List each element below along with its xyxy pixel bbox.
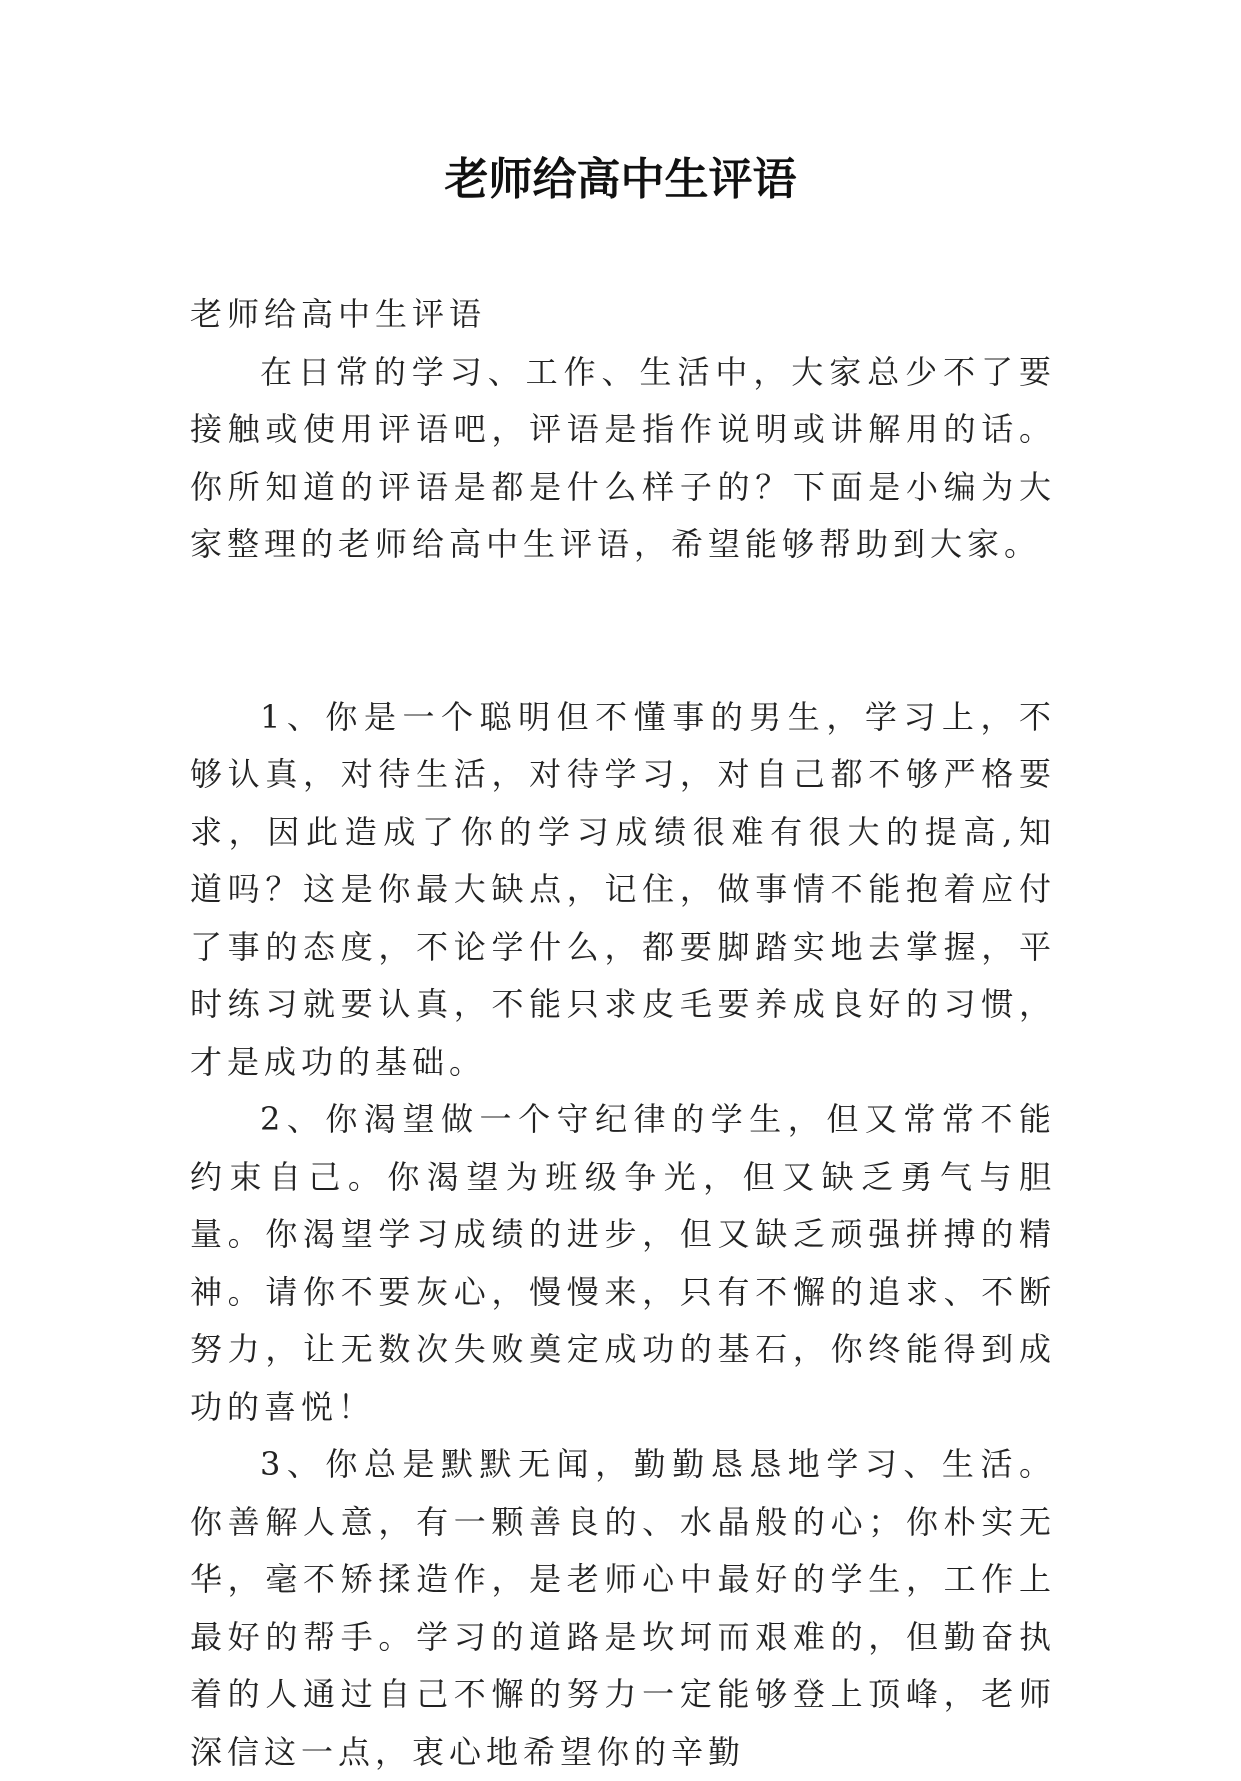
comment-paragraph-1: 1、你是一个聪明但不懂事的男生，学习上，不够认真，对待生活，对待学习，对自己都不够严格要求，因此造成了你的学习成绩很难有很大的提高,知道吗？这是你最大缺点，记住，做事情不能抱着应付了事的态度，不论学什么，都要脚踏实地去掌握，平时练习就要认真，不能只求皮毛要养成良好的习惯，才是成功的基础。	[190, 697, 1056, 1081]
paragraph-gap	[190, 574, 1056, 689]
comment-paragraph-2: 2、你渴望做一个守纪律的学生，但又常常不能约束自己。你渴望为班级争光，但又缺乏勇气与胆量。你渴望学习成绩的进步，但又缺乏顽强拼搏的精神。请你不要灰心，慢慢来，只有不懈的追求、不断努力，让无数次失败奠定成功的基石，你终能得到成功的喜悦！	[190, 1100, 1056, 1426]
document-title: 老师给高中生评语	[444, 154, 797, 205]
intro-paragraph: 在日常的学习、工作、生活中，大家总少不了要接触或使用评语吧，评语是指作说明或讲解用的话。你所知道的评语是都是什么样子的？下面是小编为大家整理的老师给高中生评语，希望能够帮助到大家。	[190, 352, 1056, 563]
subtitle: 老师给高中生评语	[190, 295, 487, 333]
document-body	[190, 286, 1056, 1781]
comment-paragraph-3: 3、你总是默默无闻，勤勤恳恳地学习、生活。你善解人意，有一颗善良的、水晶般的心；你朴实无华，毫不矫揉造作，是老师心中最好的学生，工作上最好的帮手。学习的道路是坎坷而艰难的，但勤奋执着的人通过自己不懈的努力一定能够登上顶峰，老师深信这一点，衷心地希望你的辛勤	[190, 1445, 1056, 1771]
